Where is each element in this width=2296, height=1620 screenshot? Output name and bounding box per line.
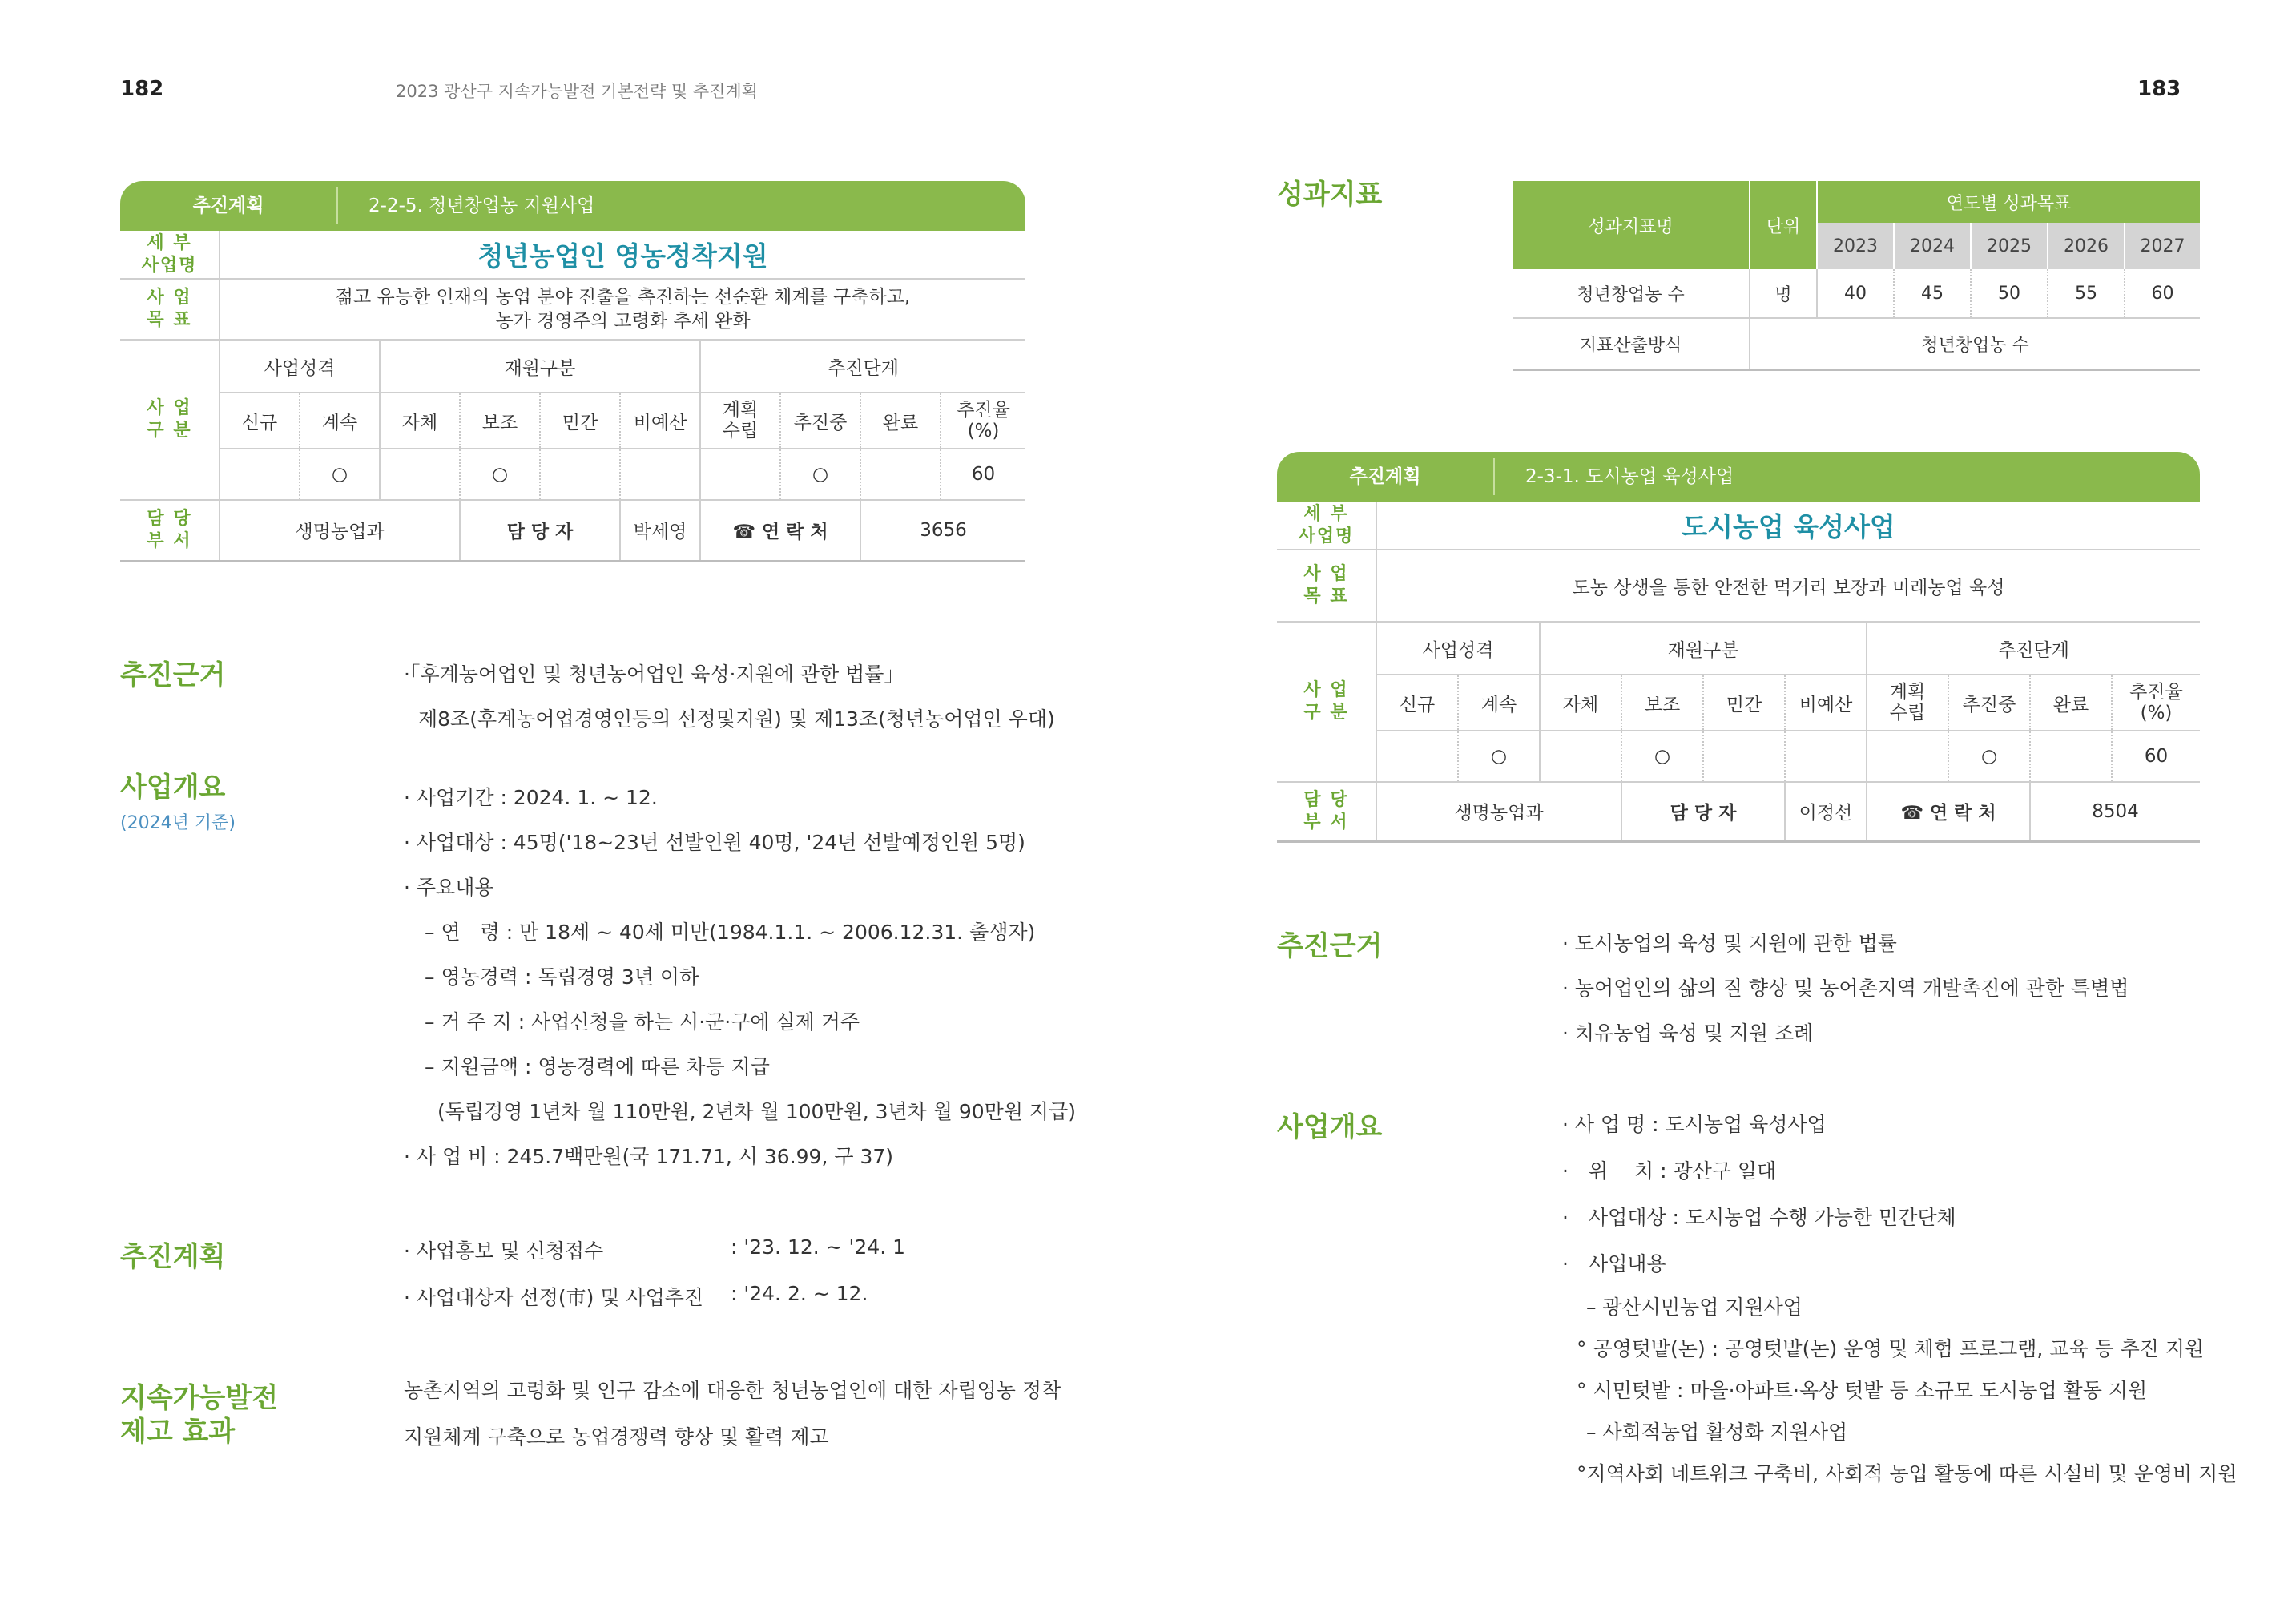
right-overview-line-6: ° 공영텃밭(논) : 공영텃밭(논) 운영 및 체험 프로그램, 교육 등 추진 지원: [1577, 1337, 2205, 1360]
mark-subsidy: ○: [460, 449, 540, 500]
plan-header-code: 2-2-5. 청년창업농 지원사업: [369, 195, 595, 216]
left-overview-title: 사업개요: [120, 772, 226, 804]
col-continue: 계속: [1458, 675, 1540, 731]
dept-label: 담 당 부 서: [1277, 782, 1376, 841]
cell-complete: [860, 449, 941, 500]
col-inprogress: 추진중: [780, 393, 860, 449]
goal-label: 사 업 목 표: [1277, 550, 1376, 622]
performance-table: [1513, 181, 2200, 371]
perf-value-2025: 50: [1971, 269, 2048, 318]
cell-self: [1540, 731, 1621, 782]
left-overview-line-9: · 사 업 비 : 245.7백만원(국 171.71, 시 36.99, 구 37): [404, 1145, 894, 1168]
dept-value: 생명농업과: [220, 500, 460, 561]
dept-label: 담 당 부 서: [120, 500, 220, 561]
group-stage: 추진단계: [1867, 622, 2200, 675]
left-overview-subtitle: (2024년 기준): [120, 813, 236, 833]
left-overview-line-7: – 지원금액 : 영농경력에 따른 차등 지급: [425, 1055, 770, 1078]
col-subsidy: 보조: [1621, 675, 1703, 731]
mark-subsidy: ○: [1621, 731, 1703, 782]
right-overview-title: 사업개요: [1277, 1111, 1383, 1143]
col-plan: 계획 수립: [700, 393, 780, 449]
person-label: 담 당 자: [460, 500, 620, 561]
effect-line-2: 지원체계 구축으로 농업경쟁력 향상 및 활력 제고: [404, 1425, 829, 1449]
left-plan-title: 추진계획: [120, 1241, 226, 1273]
person-label: 담 당 자: [1621, 782, 1785, 841]
cell-nonbudget: [1785, 731, 1867, 782]
left-basis-title: 추진근거: [120, 659, 226, 691]
cell-self: [380, 449, 460, 500]
perf-value-2026: 55: [2048, 269, 2125, 318]
left-overview-line-3: · 주요내용: [404, 876, 494, 899]
plan-period-2: : '24. 2. ~ 12.: [731, 1282, 868, 1305]
cell-plan: [700, 449, 780, 500]
business-name: 청년농업인 영농정착지원: [220, 231, 1025, 279]
col-nonbudget: 비예산: [1785, 675, 1867, 731]
mark-inprogress: ○: [780, 449, 860, 500]
category-label: 사 업 구 분: [120, 340, 220, 500]
col-complete: 완료: [860, 393, 941, 449]
perf-value-2023: 40: [1817, 269, 1894, 318]
perf-col-target: 연도별 성과목표: [1817, 181, 2200, 223]
detail-label: 세 부 사업명: [1277, 502, 1376, 550]
perf-row-name: 청년창업농 수: [1513, 269, 1750, 318]
col-private: 민간: [1703, 675, 1785, 731]
right-overview-line-1: · 사 업 명 : 도시농업 육성사업: [1562, 1113, 1827, 1136]
cell-new: [220, 449, 300, 500]
perf-method-label: 지표산출방식: [1513, 318, 1750, 370]
rate-value: 60: [941, 449, 1025, 500]
col-subsidy: 보조: [460, 393, 540, 449]
left-page-number: 182: [120, 77, 164, 101]
performance-title: 성과지표: [1277, 179, 1383, 211]
left-overview-line-1: · 사업기간 : 2024. 1. ~ 12.: [404, 786, 658, 809]
effect-line-1: 농촌지역의 고령화 및 인구 감소에 대응한 청년농업인에 대한 자립영농 정착: [404, 1379, 1061, 1402]
right-basis-line-1: · 도시농업의 육성 및 지원에 관한 법률: [1562, 932, 1897, 955]
right-overview-line-7: ° 시민텃밭 : 마을·아파트·옥상 텃밭 등 소규모 도시농업 활동 지원: [1577, 1379, 2148, 1402]
col-continue: 계속: [300, 393, 380, 449]
group-funding: 재원구분: [380, 340, 700, 393]
goal-label: 사 업 목 표: [120, 279, 220, 340]
plan-task-1: · 사업홍보 및 신청접수: [404, 1239, 604, 1263]
left-overview-line-6: – 거 주 지 : 사업신청을 하는 시·군·구에 실제 거주: [425, 1010, 860, 1034]
cell-new: [1376, 731, 1458, 782]
cell-private: [1703, 731, 1785, 782]
perf-year-2026: 2026: [2048, 223, 2125, 269]
plan-header-label: 추진계획: [192, 195, 264, 216]
col-rate: 추진율 (%): [941, 393, 1025, 449]
right-overview-line-9: °지역사회 네트워크 구축비, 사회적 농업 활동에 따른 시설비 및 운영비 지원: [1577, 1462, 2238, 1485]
perf-year-2024: 2024: [1894, 223, 1971, 269]
col-rate: 추진율 (%): [2112, 675, 2200, 731]
perf-value-2027: 60: [2125, 269, 2200, 318]
right-overview-line-4: · 사업내용: [1562, 1252, 1666, 1275]
rate-value: 60: [2112, 731, 2200, 782]
person-value: 박세영: [620, 500, 700, 561]
right-basis-line-2: · 농어업인의 삶의 질 향상 및 농어촌지역 개발촉진에 관한 특별법: [1562, 977, 2129, 1000]
plan-header-label: 추진계획: [1349, 466, 1421, 487]
mark-inprogress: ○: [1948, 731, 2030, 782]
col-inprogress: 추진중: [1948, 675, 2030, 731]
left-plan-table: [120, 181, 1025, 562]
col-new: 신규: [1376, 675, 1458, 731]
contact-label: ☎ 연 락 처: [1867, 782, 2030, 841]
perf-col-name: 성과지표명: [1513, 181, 1750, 269]
group-character: 사업성격: [1376, 622, 1540, 675]
left-overview-line-2: · 사업대상 : 45명('18~23년 선발인원 40명, '24년 선발예정인원 5명): [404, 831, 1025, 854]
left-effect-title: 지속가능발전 제고 효과: [120, 1382, 279, 1448]
group-stage: 추진단계: [700, 340, 1025, 393]
perf-year-2023: 2023: [1817, 223, 1894, 269]
running-title: 2023 광산구 지속가능발전 기본전략 및 추진계획: [396, 82, 758, 101]
cell-plan: [1867, 731, 1948, 782]
category-label: 사 업 구 분: [1277, 622, 1376, 782]
contact-value: 8504: [2030, 782, 2200, 841]
perf-row-unit: 명: [1750, 269, 1817, 318]
cell-nonbudget: [620, 449, 700, 500]
plan-table-header: [1277, 452, 2200, 502]
plan-period-1: : '23. 12. ~ '24. 1: [731, 1235, 906, 1259]
plan-header-code: 2-3-1. 도시농업 육성사업: [1525, 466, 1734, 487]
perf-value-2024: 45: [1894, 269, 1971, 318]
business-goal: 젊고 유능한 인재의 농업 분야 진출을 촉진하는 선순환 체계를 구축하고, 농가 경영주의 고령화 추세 완화: [220, 279, 1025, 340]
mark-continue: ○: [1458, 731, 1540, 782]
right-overview-line-8: – 사회적농업 활성화 지원사업: [1586, 1421, 1848, 1444]
left-overview-line-5: – 영농경력 : 독립경영 3년 이하: [425, 965, 699, 989]
left-overview-line-8: (독립경영 1년차 월 110만원, 2년차 월 100만원, 3년차 월 90만원 지급): [437, 1100, 1076, 1123]
cell-complete: [2030, 731, 2112, 782]
mark-continue: ○: [300, 449, 380, 500]
col-new: 신규: [220, 393, 300, 449]
dept-value: 생명농업과: [1376, 782, 1621, 841]
right-overview-line-3: · 사업대상 : 도시농업 수행 가능한 민간단체: [1562, 1206, 1956, 1229]
business-name: 도시농업 육성사업: [1376, 502, 2200, 550]
right-plan-table: [1277, 452, 2200, 843]
plan-task-2: · 사업대상자 선정(市) 및 사업추진: [404, 1286, 704, 1309]
perf-method-value: 청년창업농 수: [1750, 318, 2200, 370]
left-basis-line-2: 제8조(후계농어업경영인등의 선정및지원) 및 제13조(청년농어업인 우대): [418, 707, 1055, 731]
plan-table-header: [120, 181, 1025, 231]
col-plan: 계획 수립: [1867, 675, 1948, 731]
right-overview-line-5: – 광산시민농업 지원사업: [1586, 1296, 1803, 1319]
detail-label: 세 부 사업명: [120, 231, 220, 279]
left-overview-line-4: – 연 령 : 만 18세 ~ 40세 미만(1984.1.1. ~ 2006.12.31. 출생자): [425, 921, 1036, 944]
right-overview-line-2: · 위 치 : 광산구 일대: [1562, 1159, 1777, 1183]
right-basis-title: 추진근거: [1277, 930, 1383, 962]
left-basis-line-1: ·「후계농어업인 및 청년농어업인 육성·지원에 관한 법률」: [404, 663, 904, 686]
perf-year-2027: 2027: [2125, 223, 2200, 269]
perf-col-unit: 단위: [1750, 181, 1817, 269]
col-complete: 완료: [2030, 675, 2112, 731]
col-private: 민간: [540, 393, 620, 449]
col-self: 자체: [1540, 675, 1621, 731]
group-character: 사업성격: [220, 340, 380, 393]
right-basis-line-3: · 치유농업 육성 및 지원 조례: [1562, 1022, 1814, 1045]
cell-private: [540, 449, 620, 500]
contact-value: 3656: [860, 500, 1025, 561]
col-nonbudget: 비예산: [620, 393, 700, 449]
contact-label: ☎ 연 락 처: [700, 500, 860, 561]
person-value: 이정선: [1785, 782, 1867, 841]
group-funding: 재원구분: [1540, 622, 1867, 675]
col-self: 자체: [380, 393, 460, 449]
perf-year-2025: 2025: [1971, 223, 2048, 269]
right-page-number: 183: [2137, 77, 2181, 101]
business-goal: 도농 상생을 통한 안전한 먹거리 보장과 미래농업 육성: [1376, 550, 2200, 622]
